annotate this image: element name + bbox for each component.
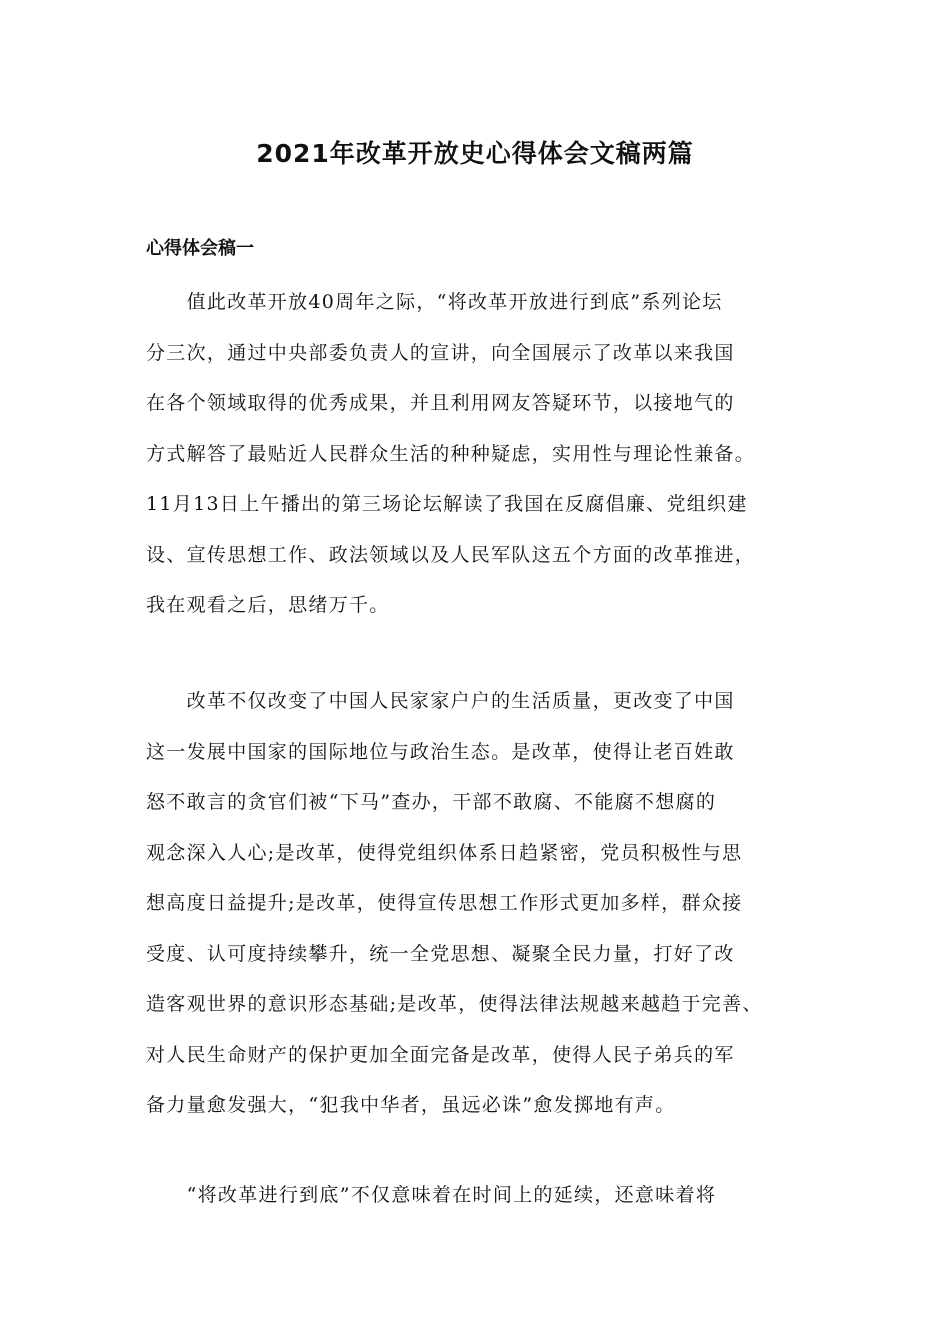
text-line: 造客观世界的意识形态基础;是改革，使得法律法规越来越趋于完善、 — [146, 993, 763, 1015]
text-line: 设、宣传思想工作、政法领域以及人民军队这五个方面的改革推进， — [146, 543, 756, 566]
text-line: 这一发展中国家的国际地位与政治生态。是改革，使得让老百姓敢 — [146, 740, 735, 763]
text-line: 改革不仅改变了中国人民家家户户的生活质量，更改变了中国 — [146, 690, 735, 712]
paragraph-3 — [146, 1170, 818, 1221]
text-line: 对人民生命财产的保护更加全面完备是改革，使得人民子弟兵的军 — [146, 1043, 735, 1066]
text-line: 方式解答了最贴近人民群众生活的种种疑虑，实用性与理论性兼备。 — [146, 442, 756, 465]
text-line: 受度、认可度持续攀升，统一全党思想、凝聚全民力量，打好了改 — [146, 942, 735, 965]
paragraph-2 — [146, 676, 818, 1131]
text-line: 我在观看之后，思绪万千。 — [146, 594, 390, 616]
text-line: 在各个领域取得的优秀成果，并且利用网友答疑环节，以接地气的 — [146, 392, 735, 414]
text-line: “将改革进行到底”不仅意味着在时间上的延续，还意味着将 — [146, 1184, 717, 1206]
section-heading: 心得体会稿一 — [146, 238, 254, 259]
text-line: 分三次，通过中央部委负责人的宣讲，向全国展示了改革以来我国 — [146, 341, 735, 364]
text-line: 怒不敢言的贪官们被“下马”查办，干部不敢腐、不能腐不想腐的 — [146, 791, 717, 813]
text-line: 备力量愈发强大，“犯我中华者，虽远必诛”愈发掷地有声。 — [146, 1094, 676, 1116]
text-line: 值此改革开放40周年之际，“将改革开放进行到底”系列论坛 — [146, 291, 723, 313]
text-line: 11月13日上午播出的第三场论坛解读了我国在反腐倡廉、党组织建 — [146, 493, 748, 515]
document-title: 2021年改革开放史心得体会文稿两篇 — [256, 139, 694, 168]
text-line: 想高度日益提升;是改革，使得宣传思想工作形式更加多样，群众接 — [146, 892, 743, 914]
paragraph-1 — [146, 277, 818, 631]
text-line: 观念深入人心;是改革，使得党组织体系日趋紧密，党员积极性与思 — [146, 841, 743, 864]
